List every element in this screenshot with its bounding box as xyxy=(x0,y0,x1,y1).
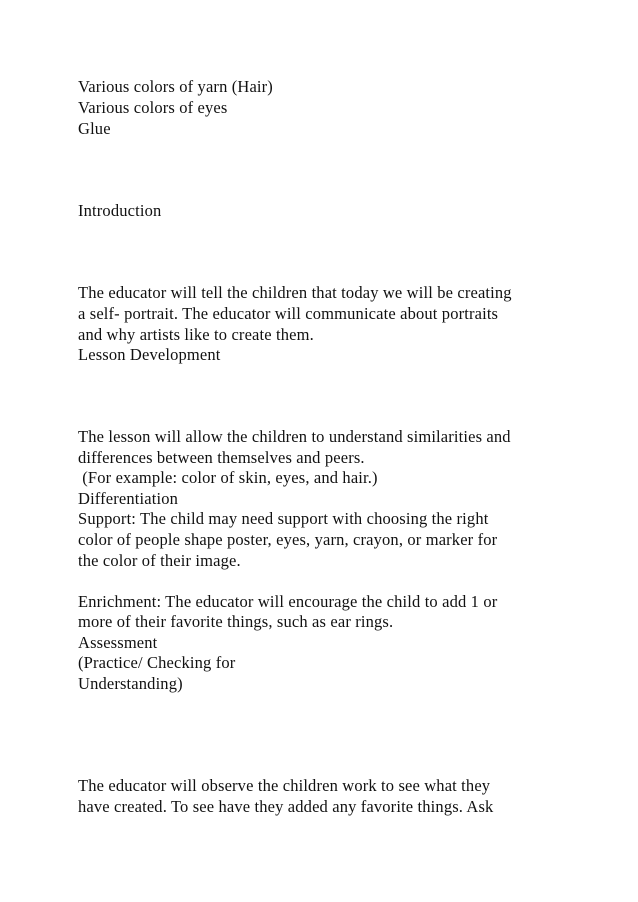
introduction-text-line: a self- portrait. The educator will communicate about portraits xyxy=(78,304,499,323)
lesson-development-heading: Lesson Development xyxy=(78,345,221,364)
lesson-development-text-line: differences between themselves and peers. xyxy=(78,448,365,467)
introduction-text-line: The educator will tell the children that today we will be creating xyxy=(78,283,512,302)
assessment-subheading-line: (Practice/ Checking for xyxy=(78,653,236,672)
support-text-line: Support: The child may need support with choosing the right xyxy=(78,509,489,528)
introduction-heading: Introduction xyxy=(78,201,162,220)
enrichment-text-line: Enrichment: The educator will encourage the child to add 1 or xyxy=(78,592,498,611)
support-text-line: the color of their image. xyxy=(78,551,241,570)
assessment-subheading-line: Understanding) xyxy=(78,674,183,693)
lesson-development-text-line: (For example: color of skin, eyes, and hair.) xyxy=(78,468,378,487)
materials-line: Various colors of yarn (Hair) xyxy=(78,77,273,96)
introduction-text-line: and why artists like to create them. xyxy=(78,325,314,344)
differentiation-heading: Differentiation xyxy=(78,489,178,508)
support-text-line: color of people shape poster, eyes, yarn, crayon, or marker for xyxy=(78,530,498,549)
materials-line: Various colors of eyes xyxy=(78,98,228,117)
materials-line: Glue xyxy=(78,119,111,138)
assessment-text-line: The educator will observe the children work to see what they xyxy=(78,776,491,795)
assessment-text-line: have created. To see have they added any favorite things. Ask xyxy=(78,797,494,816)
assessment-heading: Assessment xyxy=(78,633,158,652)
enrichment-text-line: more of their favorite things, such as ear rings. xyxy=(78,612,394,631)
lesson-development-text-line: The lesson will allow the children to understand similarities and xyxy=(78,427,511,446)
